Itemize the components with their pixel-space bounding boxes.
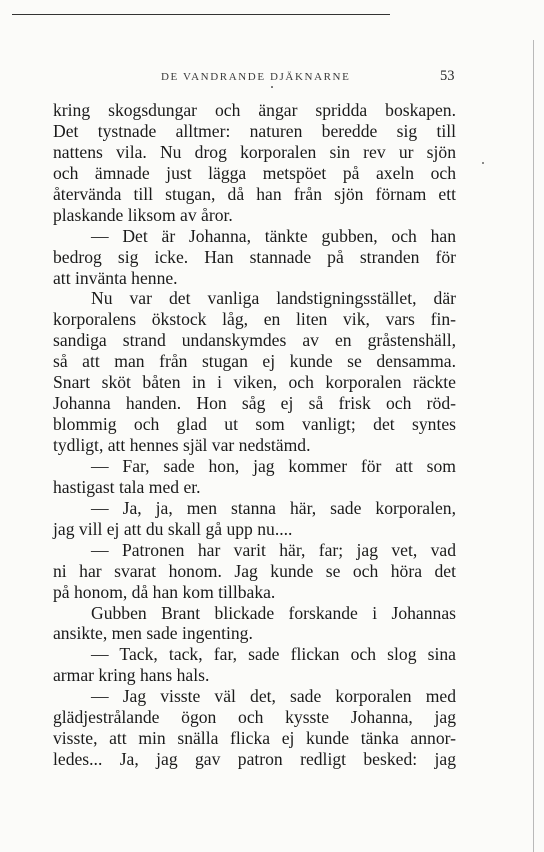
text-line: ni har svarat honom. Jag kunde se och höra det	[53, 560, 456, 581]
top-rule	[12, 14, 390, 15]
text-line: hastigast tala med er.	[53, 476, 201, 497]
text-line: Snart sköt båten in i viken, och korporalen räckte	[53, 372, 456, 393]
text-line: — Patronen har varit här, far; jag vet, vad	[91, 539, 456, 560]
text-line: bedrog sig icke. Han stannade på stranden för	[53, 246, 456, 267]
text-line: Gubben Brant blickade forskande i Johannas	[91, 602, 456, 623]
text-line: att invänta henne.	[53, 267, 178, 288]
text-line: — Tack, tack, far, sade flickan och slog sina	[91, 644, 456, 665]
text-line: så att man från stugan ej kunde se densamma.	[53, 351, 456, 372]
text-line: — Far, sade hon, jag kommer för att som	[91, 455, 456, 476]
text-line: Det tystnade alltmer: naturen beredde sig till	[53, 120, 456, 141]
print-speck	[482, 162, 484, 164]
running-head: DE VANDRANDE DJÄKNARNE	[161, 71, 351, 83]
text-line: nattens vila. Nu drog korporalen sin rev ur sjön	[53, 141, 456, 162]
text-line: jag vill ej att du skall gå upp nu....	[53, 518, 293, 539]
text-line: armar kring hans hals.	[53, 665, 210, 686]
body-text	[53, 100, 456, 770]
text-line: korporalens ökstock låg, en liten vik, vars fin-	[53, 309, 456, 330]
text-line: — Det är Johanna, tänkte gubben, och han	[91, 225, 456, 246]
text-line: återvända till stugan, då han från sjön förnam ett	[53, 183, 456, 204]
text-line: ansikte, men sade ingenting.	[53, 623, 253, 644]
text-line: — Jag visste väl det, sade korporalen med	[91, 686, 456, 707]
text-line: på honom, då han kom tillbaka.	[53, 581, 276, 602]
text-line: visste, att min snälla flicka ej kunde tänka annor-	[53, 728, 456, 749]
text-line: ledes... Ja, jag gav patron redligt besked: jag	[53, 749, 456, 770]
page-number: 53	[440, 68, 455, 84]
text-line: — Ja, ja, men stanna här, sade korporalen,	[91, 497, 456, 518]
page-edge	[533, 40, 534, 852]
text-line: Nu var det vanliga landstigningsstället, där	[91, 288, 456, 309]
text-line: Johanna handen. Hon såg ej så frisk och röd-	[53, 393, 456, 414]
print-speck	[271, 86, 273, 88]
text-line: kring skogsdungar och ängar spridda boskapen.	[53, 100, 456, 120]
text-line: och ämnade just lägga metspöet på axeln och	[53, 162, 456, 183]
text-line: glädjestrålande ögon och kysste Johanna, jag	[53, 707, 456, 728]
text-line: tydligt, att hennes själ var nedstämd.	[53, 435, 311, 455]
text-line: plaskande liksom av åror.	[53, 204, 233, 225]
text-line: blommig och glad ut som vanligt; det syntes	[53, 414, 456, 435]
text-line: sandiga strand undanskymdes av en gråstenshäll,	[53, 330, 456, 351]
